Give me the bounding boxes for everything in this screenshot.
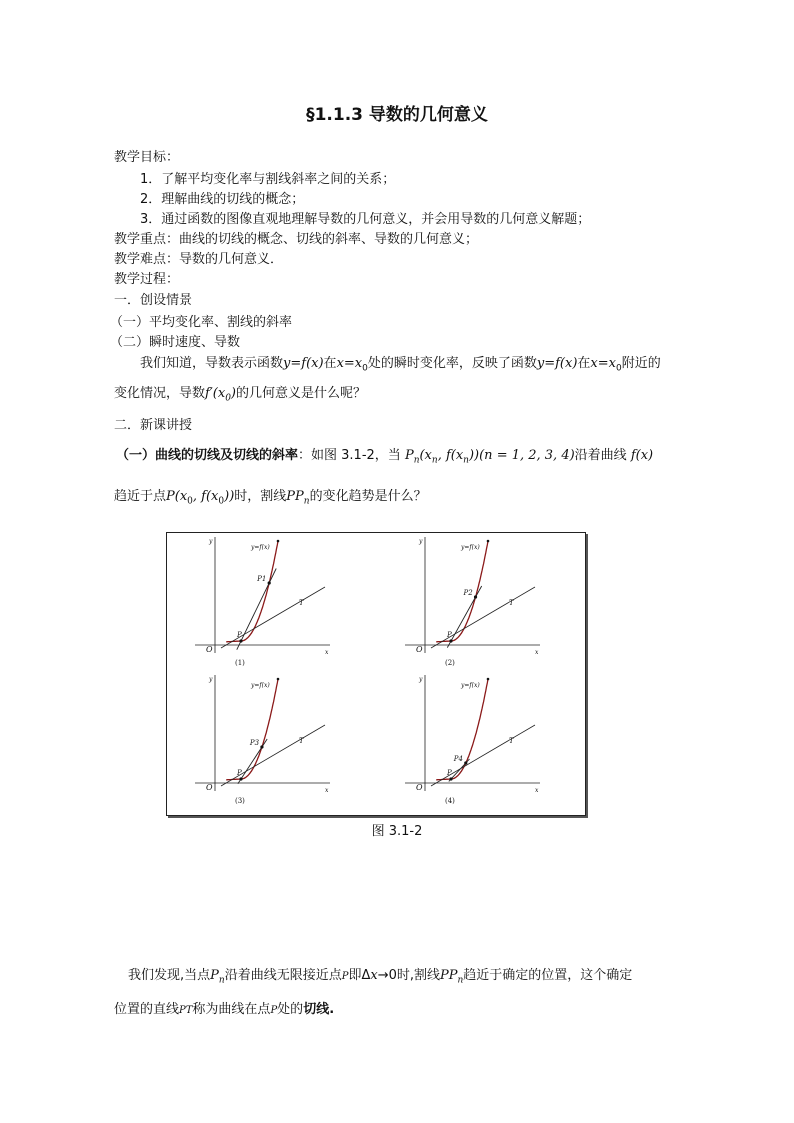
section2-heading: 二．新课讲授 (114, 418, 193, 433)
panel-2-point-p (449, 639, 452, 642)
panel-3-x-axis-label: x (325, 787, 329, 794)
panel-2-y-axis-label: y (419, 538, 423, 545)
panel-4-point-p (449, 777, 452, 780)
figure-3-1-2 (166, 532, 586, 816)
panel-4-tangent-label: T (509, 737, 514, 745)
section1-paragraph-line2: 变化情况，导数$f'(x_0)$的几何意义是什么呢？ (114, 386, 367, 404)
panel-4-p-label: P (447, 769, 452, 777)
process-heading: 教学过程： (114, 272, 180, 287)
panel-2-tangent-label: T (509, 599, 514, 607)
panel-3-point-pn (260, 745, 263, 748)
conclusion-line1: 我们发现,当点$P_n$沿着曲线无限接近点P即Δx→0时,割线$PP_n$趋近于确定的位置，这个确定 (128, 968, 633, 986)
panel-4-point-pn (464, 761, 467, 764)
panel-3-caption: (3) (235, 797, 245, 805)
panel-3-curve-end-dot (277, 678, 280, 681)
panel-3-curve (226, 679, 278, 780)
panel-3-origin-label: O (206, 783, 213, 792)
panel-1-point-p (239, 639, 242, 642)
panel-4-x-axis-label: x (535, 787, 539, 794)
panel-3-pn-label: P3 (249, 739, 260, 747)
section1-sub1: （一）平均变化率、割线的斜率 (110, 315, 293, 330)
panel-3-p-label: P (237, 769, 242, 777)
panel-4-curve-label: y=f(x) (461, 682, 480, 689)
panel-1-y-axis-label: y (209, 538, 213, 545)
panel-4-origin-label: O (416, 783, 423, 792)
panel-4-curve (436, 679, 488, 780)
panel-1-pn-label: P1 (257, 575, 267, 583)
panel-3-point-p (239, 777, 242, 780)
panel-3-curve-label: y=f(x) (251, 682, 270, 689)
panel-2-curve-end-dot (487, 540, 490, 543)
panel-2-x-axis-label: x (535, 649, 539, 656)
section2-question-line1: （一）曲线的切线及切线的斜率：如图 3.1-2，当 $P_n(x_n$, $f(x_n))(n = 1$, 2, 3, 4)沿着曲线 f(x) (116, 448, 654, 466)
panel-1-x-axis-label: x (325, 649, 329, 656)
panel-1-curve (226, 541, 278, 642)
figure-caption: 图 3.1-2 (371, 824, 423, 839)
panel-1-origin-label: O (206, 645, 213, 654)
pn-expression: $P_n(x_n$, $f(x_n))(n = 1$, 2, 3, 4) (404, 448, 575, 466)
p0-expression: $P(x_0$, $f(x_0)$) (166, 489, 235, 507)
tangent-term: 切线 (303, 1002, 330, 1017)
panel-2-curve-label: y=f(x) (461, 544, 480, 551)
panel-4-y-axis-label: y (419, 676, 423, 683)
panel-3-tangent-label: T (299, 737, 304, 745)
conclusion-line2: 位置的直线PT称为曲线在点P处的切线. (114, 1002, 335, 1017)
panel-2-caption: (2) (445, 659, 455, 667)
section1-heading: 一．创设情景 (114, 293, 193, 308)
objective-item-1: 1．了解平均变化率与割线斜率之间的关系； (140, 172, 396, 187)
objective-item-2: 2．理解曲线的切线的概念； (140, 192, 305, 207)
page-title: §1.1.3 导数的几何意义 (306, 105, 488, 125)
panel-2-point-pn (474, 595, 477, 598)
panel-1-p-label: P (237, 631, 242, 639)
panel-1-tangent-label: T (299, 599, 304, 607)
derivative-expression: $f'(x_0)$ (205, 386, 236, 404)
panel-4-caption: (4) (445, 797, 455, 805)
panel-1-curve-end-dot (277, 540, 280, 543)
panel-2-curve (436, 541, 488, 642)
section1-sub2: （二）瞬时速度、导数 (110, 335, 241, 350)
panel-2-origin-label: O (416, 645, 423, 654)
section1-paragraph-line1: 我们知道，导数表示函数y=f(x)在$x=x_0$处的瞬时变化率，反映了函数y=f(x)在$x=x_0$附近的 (140, 356, 661, 374)
panel-1-curve-label: y=f(x) (251, 544, 270, 551)
panel-2-pn-label: P2 (463, 589, 473, 597)
objectives-heading: 教学目标： (114, 150, 180, 165)
panel-4-curve-end-dot (487, 678, 490, 681)
panel-3-y-axis-label: y (209, 676, 213, 683)
panel-4-pn-label: P4 (453, 755, 463, 763)
panel-1-point-pn (268, 581, 271, 584)
difficulty: 教学难点：导数的几何意义． (114, 252, 284, 267)
objective-item-3: 3．通过函数的图像直观地理解导数的几何意义，并会用导数的几何意义解题； (140, 212, 591, 227)
panel-2-p-label: P (447, 631, 452, 639)
key-points: 教学重点：曲线的切线的概念、切线的斜率、导数的几何意义； (114, 232, 479, 247)
section2-question-line2: 趋近于点$P(x_0$, $f(x_0)$)时，割线$PP_n$的变化趋势是什么？ (114, 489, 427, 507)
figure-diagram (167, 533, 585, 815)
panel-1-caption: (1) (235, 659, 245, 667)
